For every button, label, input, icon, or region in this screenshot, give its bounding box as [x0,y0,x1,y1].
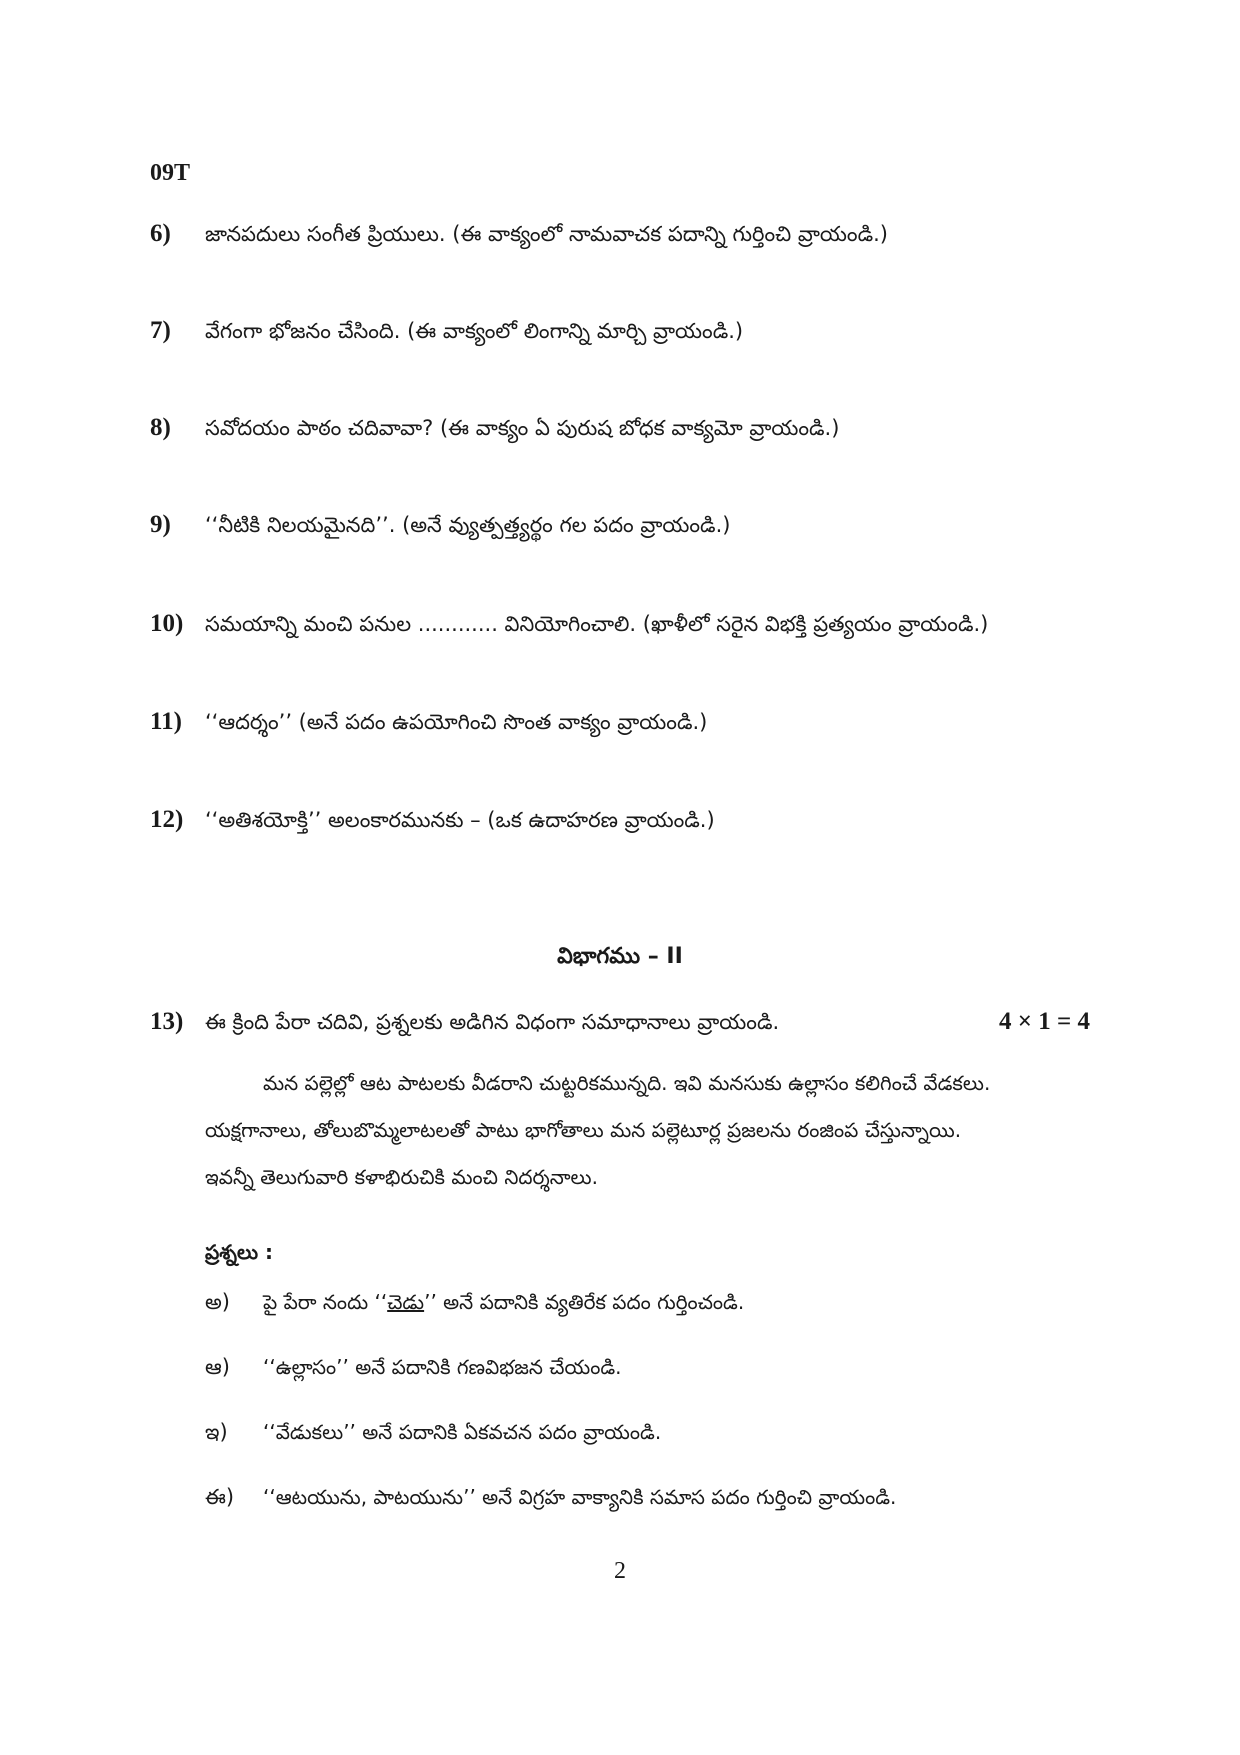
question-number: 7) [150,317,171,344]
sub-question-text: ‘‘ఉల్లాసం’’ అనే పదానికి గణవిభజన చేయండి. [263,1355,622,1379]
sub-question-text: ‘‘వేడుకలు’’ అనే పదానికి ఏకవచన పదం వ్రాయండి. [263,1420,662,1444]
passage-line: ఇవన్నీ తెలుగువారి కళాభిరుచికి మంచి నిదర్శనాలు. [205,1165,598,1189]
page-number: 2 [614,1558,626,1584]
passage-line: యక్షగానాలు, తోలుబొమ్మలాటలతో పాటు భాగోతాలు మన పల్లెటూర్ల ప్రజలను రంజింప చేస్తున్నాయి. [205,1118,962,1142]
question-text: జానపదులు సంగీత ప్రియులు. (ఈ వాక్యంలో నామవాచక పదాన్ని గుర్తించి వ్రాయండి.) [205,222,888,246]
question-text: ఈ క్రింది పేరా చదివి, ప్రశ్నలకు అడిగిన విధంగా సమాధానాలు వ్రాయండి. [205,1010,780,1034]
sub-question-text: పై పేరా నందు ‘‘చెడు’’ అనే పదానికి వ్యతిరేక పదం గుర్తించండి. [263,1290,745,1314]
question-number: 8) [150,414,171,441]
question-6 [150,220,1110,252]
sub-question-ii [205,1485,1105,1515]
sub-question-label: ఇ) [205,1420,228,1444]
sub-question-label: ఆ) [205,1355,230,1379]
sub-question-label: ఈ) [205,1485,235,1509]
question-11 [150,708,1110,740]
marks-allocation: 4 × 1 = 4 [999,1008,1090,1035]
question-text: ‘‘ఆదర్శం’’ (అనే పదం ఉపయోగించి సొంత వాక్యం వ్రాయండి.) [205,710,708,734]
question-text: సవోదయం పాఠం చదివావా? (ఈ వాక్యం ఏ పురుష బోధక వాక్యమో వ్రాయండి.) [205,416,840,440]
question-text: ‘‘నీటికి నిలయమైనది’’. (అనే వ్యుత్పత్త్యర్థం గల పదం వ్రాయండి.) [205,513,731,537]
question-text: సమయాన్ని మంచి పనుల ............ వినియోగించాలి. (ఖాళీలో సరైన విభక్తి ప్రత్యయం వ్రాయండి.) [205,612,989,636]
question-7 [150,317,1110,349]
paper-code: 09T [150,160,191,186]
question-number: 12) [150,806,184,833]
questions-heading: ప్రశ్నలు : [205,1240,274,1264]
sub-question-text: ‘‘ఆటయును, పాటయును’’ అనే విగ్రహ వాక్యానికి సమాస పదం గుర్తించి వ్రాయండి. [263,1485,897,1509]
question-number: 6) [150,220,171,247]
underlined-word: చెడు [387,1290,425,1314]
question-number: 13) [150,1008,184,1035]
sub-question-aa [205,1355,1105,1385]
question-8 [150,414,1110,446]
question-text: వేగంగా భోజనం చేసింది. (ఈ వాక్యంలో లింగాన్ని మార్చి వ్రాయండి.) [205,319,744,343]
question-number: 9) [150,511,171,538]
question-10 [150,610,1110,642]
sub-question-i [205,1420,1105,1450]
question-number: 10) [150,610,184,637]
question-text: ‘‘అతిశయోక్తి’’ అలంకారమునకు – (ఒక ఉదాహరణ వ్రాయండి.) [205,808,715,832]
question-12 [150,806,1110,838]
question-9 [150,511,1110,543]
passage-paragraph [205,1060,1085,1201]
passage-line: మన పల్లెల్లో ఆట పాటలకు వీడరాని చుట్టరికమున్నది. ఇవి మనసుకు ఉల్లాసం కలిగించే వేడకలు. [263,1071,991,1095]
sub-question-a [205,1290,1105,1320]
question-number: 11) [150,708,182,735]
sub-question-label: అ) [205,1290,230,1314]
question-13 [150,1008,950,1040]
section-title: విభాగము – II [557,944,683,969]
